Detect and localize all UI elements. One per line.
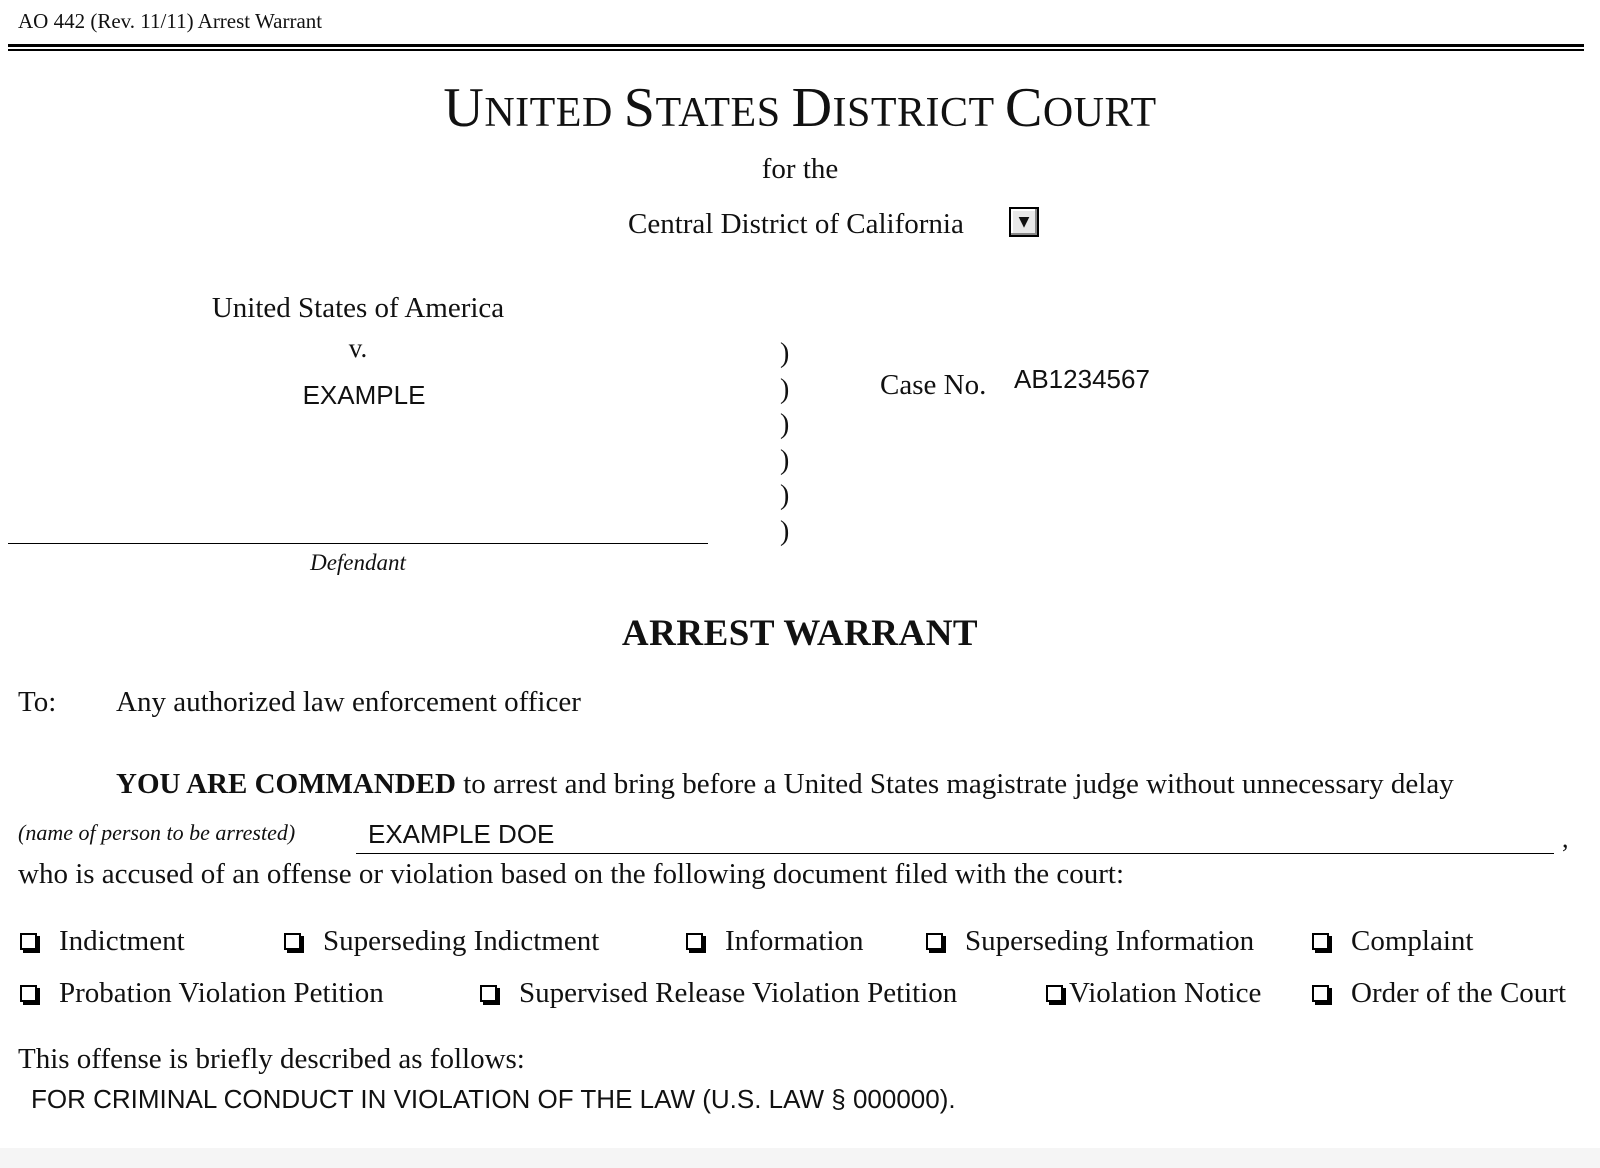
checkbox-square-icon[interactable]	[1312, 933, 1329, 950]
checkbox-information[interactable]	[686, 925, 864, 958]
caption-paren: )	[780, 480, 790, 511]
checkbox-square-icon[interactable]	[20, 985, 37, 1002]
caption-parentheses	[780, 336, 789, 549]
case-number-label: Case No.	[880, 369, 987, 401]
warrant-title: ARREST WARRANT	[621, 613, 979, 654]
court-title-part: TATES	[655, 90, 792, 136]
header-rule-thick	[8, 44, 1584, 47]
district-dropdown-button[interactable]	[1009, 207, 1039, 237]
caption-paren: )	[780, 409, 790, 440]
court-title-part: U	[443, 77, 485, 139]
person-to-arrest-label: (name of person to be arrested)	[18, 820, 296, 845]
person-to-arrest-field[interactable]	[356, 816, 1554, 854]
court-title-part: D	[791, 77, 833, 139]
checkbox-label: Information	[725, 925, 864, 957]
checkbox-indictment[interactable]	[20, 925, 185, 958]
to-recipient: Any authorized law enforcement officer	[116, 686, 581, 718]
court-title-part: OURT	[1042, 90, 1157, 136]
plaintiff-name: United States of America	[211, 292, 505, 324]
checkbox-complaint[interactable]	[1312, 925, 1473, 958]
checkbox-superseding-indictment[interactable]	[284, 925, 599, 958]
command-paragraph	[116, 768, 1454, 801]
checkbox-label: Superseding Information	[965, 925, 1255, 957]
district-select-value[interactable]: Central District of California	[628, 208, 964, 240]
checkbox-square-icon[interactable]	[1046, 985, 1063, 1002]
checkbox-label: Complaint	[1351, 925, 1474, 957]
court-title-part: S	[623, 77, 656, 139]
court-title	[0, 78, 1600, 143]
page-bottom-strip	[0, 1148, 1600, 1168]
checkbox-label: Violation Notice	[1069, 977, 1262, 1009]
header-rule-thin	[8, 49, 1584, 51]
accused-text: who is accused of an offense or violation based on the following document filed with the court:	[18, 858, 1125, 890]
checkbox-square-icon[interactable]	[1312, 985, 1329, 1002]
defendant-label: Defendant	[310, 550, 406, 575]
caption-paren: )	[780, 444, 790, 476]
case-number-field[interactable]: AB1234567	[1014, 364, 1150, 394]
command-text: to arrest and bring before a United States magistrate judge without unnecessary delay	[455, 768, 1454, 800]
for-the-text: for the	[761, 153, 839, 185]
versus-text: v.	[348, 333, 368, 363]
command-bold-text: YOU ARE COMMANDED	[116, 768, 456, 800]
to-label: To:	[18, 686, 57, 718]
defendant-underline	[8, 543, 708, 544]
form-code: AO 442 (Rev. 11/11) Arrest Warrant	[18, 9, 323, 33]
checkbox-square-icon[interactable]	[480, 985, 497, 1002]
checkbox-violation-notice[interactable]	[1046, 977, 1261, 1010]
caption-paren: )	[780, 338, 790, 369]
offense-label: This offense is briefly described as follows:	[18, 1043, 525, 1075]
checkbox-square-icon[interactable]	[284, 933, 301, 950]
trailing-comma: ,	[1562, 824, 1569, 853]
checkbox-superseding-information[interactable]	[926, 925, 1254, 958]
checkbox-label: Superseding Indictment	[323, 925, 600, 957]
checkbox-label: Probation Violation Petition	[59, 977, 384, 1009]
offense-description-field[interactable]: FOR CRIMINAL CONDUCT IN VIOLATION OF THE LAW (U.S. LAW § 000000).	[31, 1084, 956, 1114]
checkbox-label: Supervised Release Violation Petition	[519, 977, 958, 1009]
checkbox-label: Order of the Court	[1351, 977, 1567, 1009]
court-title-part: C	[1004, 77, 1043, 139]
caption-paren: )	[780, 373, 790, 405]
checkbox-probation-violation-petition[interactable]	[20, 977, 384, 1010]
court-title-part: NITED	[484, 90, 624, 136]
checkbox-square-icon[interactable]	[20, 933, 37, 950]
checkbox-square-icon[interactable]	[686, 933, 703, 950]
checkbox-square-icon[interactable]	[926, 933, 943, 950]
triangle-down-icon: ▼	[1018, 214, 1030, 230]
checkbox-supervised-release-violation-petition[interactable]	[480, 977, 957, 1010]
checkbox-label: Indictment	[59, 925, 185, 957]
checkbox-order-of-the-court[interactable]	[1312, 977, 1566, 1010]
caption-paren: )	[780, 515, 790, 547]
defendant-name-field[interactable]: EXAMPLE	[302, 380, 426, 410]
court-title-part: ISTRICT	[832, 90, 1005, 136]
